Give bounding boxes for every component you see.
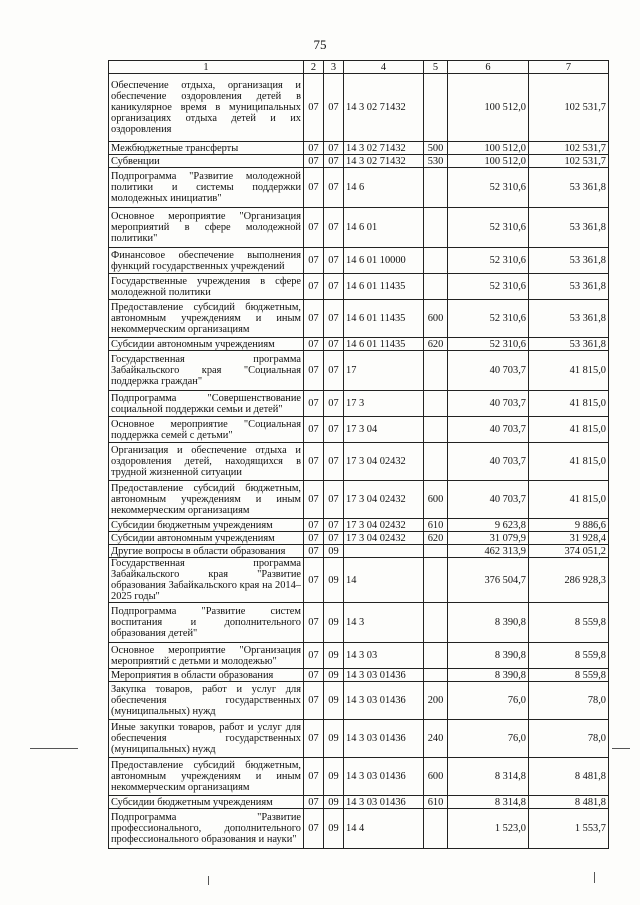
cell-v2020: 9 886,6 bbox=[529, 519, 609, 532]
cell-csr: 14 3 03 01436 bbox=[344, 796, 424, 809]
cell-pr: 09 bbox=[324, 796, 344, 809]
cell-v2019: 52 310,6 bbox=[448, 338, 529, 351]
cell-pr: 07 bbox=[324, 300, 344, 338]
table-row bbox=[109, 532, 609, 545]
cell-csr: 14 3 03 01436 bbox=[344, 720, 424, 758]
cell-vr bbox=[424, 74, 448, 142]
cell-rz: 07 bbox=[304, 300, 324, 338]
cell-pr: 09 bbox=[324, 669, 344, 682]
cell-csr: 17 3 04 02432 bbox=[344, 519, 424, 532]
table-row bbox=[109, 603, 609, 643]
cell-v2019: 1 523,0 bbox=[448, 809, 529, 849]
cell-v2019: 40 703,7 bbox=[448, 481, 529, 519]
cell-csr: 17 bbox=[344, 351, 424, 391]
cell-rz: 07 bbox=[304, 545, 324, 558]
cell-rz: 07 bbox=[304, 532, 324, 545]
cell-rz: 07 bbox=[304, 558, 324, 603]
cell-v2020: 8 559,8 bbox=[529, 643, 609, 669]
col-header: 4 bbox=[344, 61, 424, 74]
table-row bbox=[109, 351, 609, 391]
cell-name: Межбюджетные трансферты bbox=[109, 142, 304, 155]
cell-name: Иные закупки товаров, работ и услуг для обеспечения государственных (муниципальных) нужд bbox=[109, 720, 304, 758]
cell-rz: 07 bbox=[304, 142, 324, 155]
cell-name: Предоставление субсидий бюджетным, автономным учреждениям и иным некоммерческим организациям bbox=[109, 758, 304, 796]
cell-v2020: 374 051,2 bbox=[529, 545, 609, 558]
table-row bbox=[109, 391, 609, 417]
cell-pr: 09 bbox=[324, 545, 344, 558]
scan-mark bbox=[594, 872, 595, 883]
table-row bbox=[109, 809, 609, 849]
cell-pr: 07 bbox=[324, 208, 344, 248]
cell-rz: 07 bbox=[304, 519, 324, 532]
cell-v2019: 9 623,8 bbox=[448, 519, 529, 532]
table-row bbox=[109, 519, 609, 532]
cell-pr: 09 bbox=[324, 643, 344, 669]
cell-vr: 600 bbox=[424, 481, 448, 519]
cell-csr: 17 3 04 02432 bbox=[344, 532, 424, 545]
cell-v2020: 41 815,0 bbox=[529, 417, 609, 443]
cell-v2020: 102 531,7 bbox=[529, 74, 609, 142]
table-row bbox=[109, 443, 609, 481]
table-row bbox=[109, 796, 609, 809]
table-row bbox=[109, 274, 609, 300]
cell-pr: 07 bbox=[324, 443, 344, 481]
cell-csr: 14 3 bbox=[344, 603, 424, 643]
cell-vr bbox=[424, 417, 448, 443]
cell-v2020: 78,0 bbox=[529, 720, 609, 758]
cell-rz: 07 bbox=[304, 391, 324, 417]
cell-v2019: 52 310,6 bbox=[448, 208, 529, 248]
cell-name: Субсидии бюджетным учреждениям bbox=[109, 796, 304, 809]
cell-csr: 14 3 02 71432 bbox=[344, 155, 424, 168]
cell-v2019: 52 310,6 bbox=[448, 274, 529, 300]
cell-v2020: 53 361,8 bbox=[529, 274, 609, 300]
cell-vr bbox=[424, 443, 448, 481]
cell-csr: 14 6 01 11435 bbox=[344, 338, 424, 351]
col-header: 2 bbox=[304, 61, 324, 74]
table-row bbox=[109, 682, 609, 720]
cell-rz: 07 bbox=[304, 155, 324, 168]
cell-vr: 500 bbox=[424, 142, 448, 155]
cell-v2019: 8 314,8 bbox=[448, 758, 529, 796]
cell-v2020: 286 928,3 bbox=[529, 558, 609, 603]
cell-v2020: 41 815,0 bbox=[529, 391, 609, 417]
cell-csr: 17 3 bbox=[344, 391, 424, 417]
cell-name: Мероприятия в области образования bbox=[109, 669, 304, 682]
table-row bbox=[109, 168, 609, 208]
cell-name: Подпрограмма "Развитие профессионального, дополнительного профессионального образования и науки" bbox=[109, 809, 304, 849]
cell-v2020: 8 559,8 bbox=[529, 603, 609, 643]
cell-pr: 07 bbox=[324, 168, 344, 208]
cell-pr: 09 bbox=[324, 758, 344, 796]
cell-csr: 14 6 bbox=[344, 168, 424, 208]
cell-v2019: 52 310,6 bbox=[448, 168, 529, 208]
cell-pr: 09 bbox=[324, 720, 344, 758]
table-row bbox=[109, 248, 609, 274]
cell-v2020: 8 559,8 bbox=[529, 669, 609, 682]
cell-v2019: 76,0 bbox=[448, 720, 529, 758]
cell-v2019: 52 310,6 bbox=[448, 300, 529, 338]
cell-name: Основное мероприятие "Социальная поддержка семей с детьми" bbox=[109, 417, 304, 443]
cell-csr bbox=[344, 545, 424, 558]
cell-name: Закупка товаров, работ и услуг для обеспечения государственных (муниципальных) нужд bbox=[109, 682, 304, 720]
table-body bbox=[109, 74, 609, 849]
cell-name: Финансовое обеспечение выполнения функций государственных учреждений bbox=[109, 248, 304, 274]
cell-pr: 07 bbox=[324, 391, 344, 417]
cell-v2019: 8 390,8 bbox=[448, 643, 529, 669]
cell-v2019: 100 512,0 bbox=[448, 155, 529, 168]
cell-rz: 07 bbox=[304, 603, 324, 643]
cell-rz: 07 bbox=[304, 351, 324, 391]
table-row bbox=[109, 208, 609, 248]
cell-csr: 14 3 03 01436 bbox=[344, 758, 424, 796]
table-row bbox=[109, 545, 609, 558]
cell-vr: 610 bbox=[424, 796, 448, 809]
col-header: 7 bbox=[529, 61, 609, 74]
cell-vr: 620 bbox=[424, 532, 448, 545]
table-row bbox=[109, 300, 609, 338]
cell-rz: 07 bbox=[304, 796, 324, 809]
cell-rz: 07 bbox=[304, 248, 324, 274]
cell-v2020: 41 815,0 bbox=[529, 351, 609, 391]
cell-vr bbox=[424, 669, 448, 682]
cell-name: Организация и обеспечение отдыха и оздоровления детей, находящихся в трудной жизненной ситуации bbox=[109, 443, 304, 481]
cell-csr: 14 6 01 11435 bbox=[344, 300, 424, 338]
cell-pr: 07 bbox=[324, 417, 344, 443]
cell-name: Другие вопросы в области образования bbox=[109, 545, 304, 558]
cell-vr bbox=[424, 643, 448, 669]
cell-rz: 07 bbox=[304, 643, 324, 669]
cell-v2020: 102 531,7 bbox=[529, 142, 609, 155]
table-row bbox=[109, 74, 609, 142]
cell-v2020: 102 531,7 bbox=[529, 155, 609, 168]
cell-csr: 14 4 bbox=[344, 809, 424, 849]
scan-mark bbox=[612, 748, 630, 749]
header-row bbox=[109, 61, 609, 74]
cell-rz: 07 bbox=[304, 481, 324, 519]
cell-csr: 14 6 01 10000 bbox=[344, 248, 424, 274]
cell-v2020: 31 928,4 bbox=[529, 532, 609, 545]
table-row bbox=[109, 758, 609, 796]
cell-v2019: 462 313,9 bbox=[448, 545, 529, 558]
cell-name: Субсидии автономным учреждениям bbox=[109, 532, 304, 545]
col-header: 6 bbox=[448, 61, 529, 74]
cell-name: Субвенции bbox=[109, 155, 304, 168]
cell-v2019: 376 504,7 bbox=[448, 558, 529, 603]
cell-v2019: 40 703,7 bbox=[448, 351, 529, 391]
cell-pr: 09 bbox=[324, 603, 344, 643]
cell-csr: 14 6 01 bbox=[344, 208, 424, 248]
cell-name: Государственная программа Забайкальского края "Развитие образования Забайкальского края на 2014–2025 годы" bbox=[109, 558, 304, 603]
cell-name: Подпрограмма "Развитие систем воспитания и дополнительного образования детей" bbox=[109, 603, 304, 643]
cell-rz: 07 bbox=[304, 720, 324, 758]
scan-mark bbox=[208, 876, 209, 885]
cell-rz: 07 bbox=[304, 168, 324, 208]
cell-name: Основное мероприятие "Организация мероприятий с детьми и молодежью" bbox=[109, 643, 304, 669]
cell-vr bbox=[424, 351, 448, 391]
cell-v2019: 8 390,8 bbox=[448, 669, 529, 682]
table-row bbox=[109, 481, 609, 519]
cell-vr: 240 bbox=[424, 720, 448, 758]
cell-vr: 530 bbox=[424, 155, 448, 168]
cell-csr: 14 3 02 71432 bbox=[344, 74, 424, 142]
cell-pr: 07 bbox=[324, 532, 344, 545]
cell-vr bbox=[424, 558, 448, 603]
cell-name: Государственная программа Забайкальского края "Социальная поддержка граждан" bbox=[109, 351, 304, 391]
col-header: 5 bbox=[424, 61, 448, 74]
cell-name: Обеспечение отдыха, организация и обеспечение оздоровления детей в каникулярное время в муниципальных организациях отдыха детей и их оздоровления bbox=[109, 74, 304, 142]
cell-v2019: 40 703,7 bbox=[448, 417, 529, 443]
cell-rz: 07 bbox=[304, 682, 324, 720]
cell-pr: 09 bbox=[324, 558, 344, 603]
cell-rz: 07 bbox=[304, 338, 324, 351]
cell-rz: 07 bbox=[304, 809, 324, 849]
cell-v2020: 41 815,0 bbox=[529, 481, 609, 519]
table-row bbox=[109, 142, 609, 155]
cell-pr: 07 bbox=[324, 519, 344, 532]
cell-vr bbox=[424, 168, 448, 208]
cell-name: Государственные учреждения в сфере молодежной политики bbox=[109, 274, 304, 300]
cell-v2019: 52 310,6 bbox=[448, 248, 529, 274]
cell-vr bbox=[424, 208, 448, 248]
cell-csr: 17 3 04 02432 bbox=[344, 481, 424, 519]
cell-v2020: 53 361,8 bbox=[529, 168, 609, 208]
scan-mark bbox=[30, 748, 78, 749]
cell-v2020: 53 361,8 bbox=[529, 300, 609, 338]
table-row bbox=[109, 155, 609, 168]
cell-v2020: 41 815,0 bbox=[529, 443, 609, 481]
cell-v2019: 100 512,0 bbox=[448, 142, 529, 155]
budget-table bbox=[108, 60, 609, 849]
cell-vr bbox=[424, 545, 448, 558]
table-row bbox=[109, 558, 609, 603]
cell-csr: 14 bbox=[344, 558, 424, 603]
cell-pr: 07 bbox=[324, 142, 344, 155]
cell-vr bbox=[424, 274, 448, 300]
cell-name: Основное мероприятие "Организация мероприятий в сфере молодежной политики" bbox=[109, 208, 304, 248]
cell-vr: 600 bbox=[424, 300, 448, 338]
cell-v2019: 31 079,9 bbox=[448, 532, 529, 545]
cell-pr: 07 bbox=[324, 155, 344, 168]
cell-v2020: 8 481,8 bbox=[529, 758, 609, 796]
cell-v2020: 78,0 bbox=[529, 682, 609, 720]
cell-pr: 09 bbox=[324, 682, 344, 720]
cell-v2019: 8 390,8 bbox=[448, 603, 529, 643]
table-row bbox=[109, 417, 609, 443]
page-number: 75 bbox=[313, 37, 327, 52]
cell-csr: 14 3 03 01436 bbox=[344, 669, 424, 682]
cell-csr: 14 6 01 11435 bbox=[344, 274, 424, 300]
cell-pr: 07 bbox=[324, 74, 344, 142]
cell-csr: 14 3 03 bbox=[344, 643, 424, 669]
cell-pr: 07 bbox=[324, 274, 344, 300]
cell-name: Подпрограмма "Совершенствование социальной поддержки семьи и детей" bbox=[109, 391, 304, 417]
cell-vr: 620 bbox=[424, 338, 448, 351]
cell-vr bbox=[424, 809, 448, 849]
cell-v2019: 40 703,7 bbox=[448, 391, 529, 417]
cell-rz: 07 bbox=[304, 758, 324, 796]
cell-v2019: 76,0 bbox=[448, 682, 529, 720]
cell-pr: 07 bbox=[324, 351, 344, 391]
cell-vr: 600 bbox=[424, 758, 448, 796]
cell-v2019: 40 703,7 bbox=[448, 443, 529, 481]
cell-rz: 07 bbox=[304, 443, 324, 481]
cell-name: Субсидии автономным учреждениям bbox=[109, 338, 304, 351]
cell-v2020: 53 361,8 bbox=[529, 248, 609, 274]
cell-name: Подпрограмма "Развитие молодежной политики и системы поддержки молодежных инициатив" bbox=[109, 168, 304, 208]
cell-rz: 07 bbox=[304, 669, 324, 682]
cell-name: Предоставление субсидий бюджетным, автономным учреждениям и иным некоммерческим организациям bbox=[109, 300, 304, 338]
cell-csr: 17 3 04 bbox=[344, 417, 424, 443]
cell-v2020: 53 361,8 bbox=[529, 208, 609, 248]
cell-v2020: 1 553,7 bbox=[529, 809, 609, 849]
cell-v2019: 8 314,8 bbox=[448, 796, 529, 809]
cell-vr: 200 bbox=[424, 682, 448, 720]
cell-rz: 07 bbox=[304, 274, 324, 300]
cell-pr: 07 bbox=[324, 248, 344, 274]
table-row bbox=[109, 669, 609, 682]
cell-rz: 07 bbox=[304, 208, 324, 248]
cell-name: Предоставление субсидий бюджетным, автономным учреждениям и иным некоммерческим организациям bbox=[109, 481, 304, 519]
cell-vr bbox=[424, 248, 448, 274]
cell-v2020: 8 481,8 bbox=[529, 796, 609, 809]
col-header: 1 bbox=[109, 61, 304, 74]
cell-v2019: 100 512,0 bbox=[448, 74, 529, 142]
cell-v2020: 53 361,8 bbox=[529, 338, 609, 351]
col-header: 3 bbox=[324, 61, 344, 74]
cell-vr: 610 bbox=[424, 519, 448, 532]
table-row bbox=[109, 338, 609, 351]
cell-pr: 07 bbox=[324, 338, 344, 351]
cell-csr: 17 3 04 02432 bbox=[344, 443, 424, 481]
table-row bbox=[109, 643, 609, 669]
cell-name: Субсидии бюджетным учреждениям bbox=[109, 519, 304, 532]
cell-pr: 09 bbox=[324, 809, 344, 849]
cell-rz: 07 bbox=[304, 74, 324, 142]
cell-vr bbox=[424, 603, 448, 643]
table-row bbox=[109, 720, 609, 758]
cell-csr: 14 3 03 01436 bbox=[344, 682, 424, 720]
cell-pr: 07 bbox=[324, 481, 344, 519]
cell-rz: 07 bbox=[304, 417, 324, 443]
cell-csr: 14 3 02 71432 bbox=[344, 142, 424, 155]
cell-vr bbox=[424, 391, 448, 417]
